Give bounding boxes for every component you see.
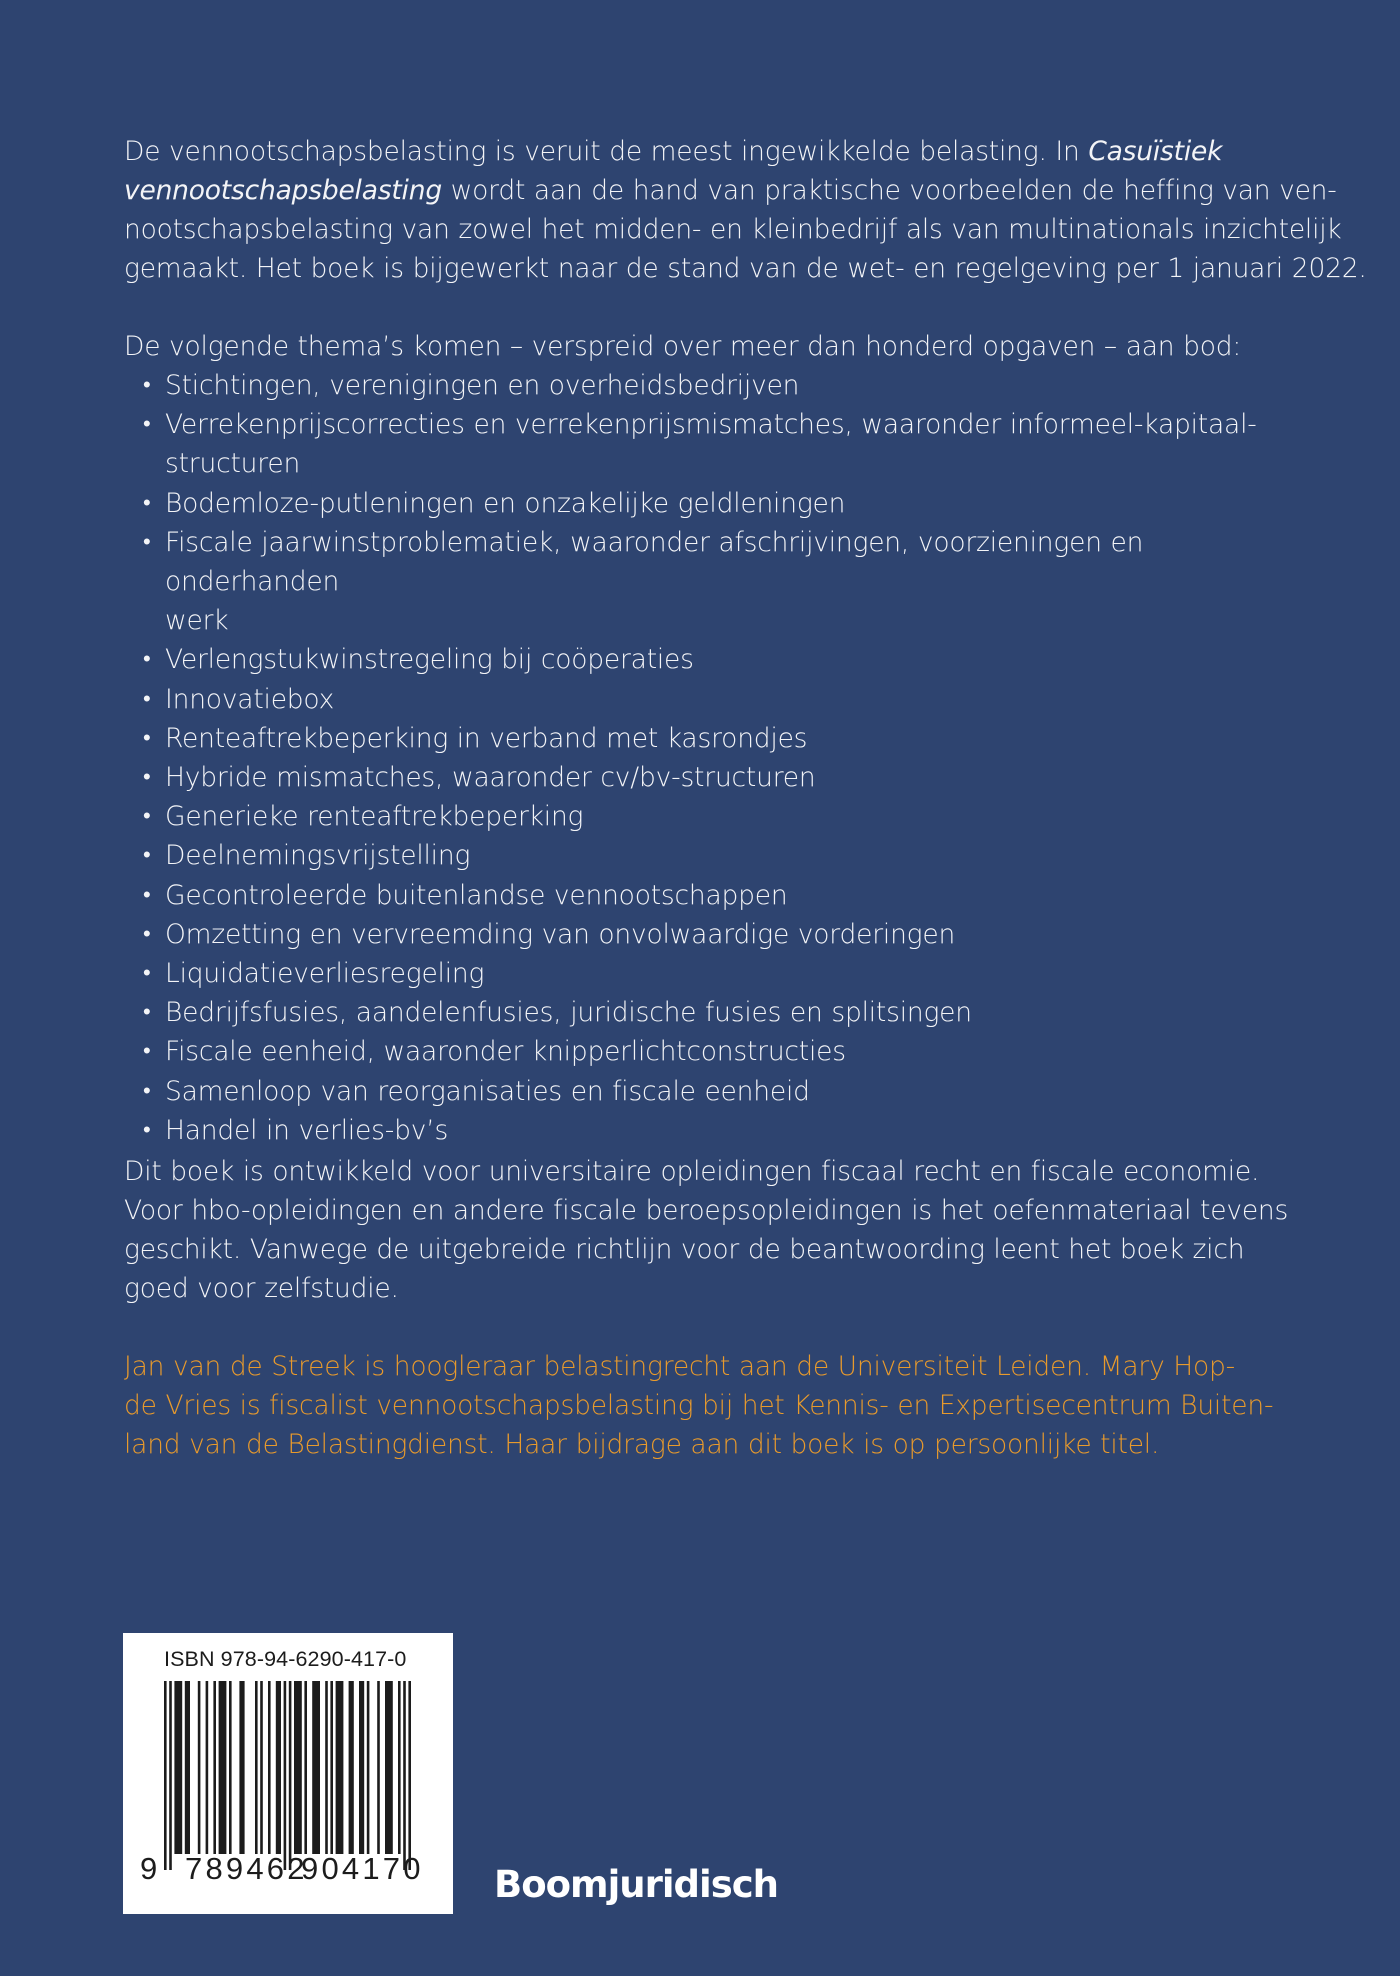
bullet-icon: • [143,804,151,830]
bullet-icon: • [143,1039,151,1065]
barcode-bar [312,1681,320,1854]
barcode-bar [260,1681,263,1854]
theme-item [143,993,1303,1032]
barcode-bar [398,1681,401,1854]
intro-line [124,132,1314,171]
barcode-bar [377,1681,380,1854]
bullet-icon: • [143,843,151,869]
bullet-icon: • [143,529,151,555]
isbn-label: ISBN 978-94-6290-417-0 [164,1647,407,1671]
barcode-bar [255,1681,258,1854]
barcode-bar [349,1681,354,1854]
authors-paragraph [124,1347,1314,1464]
barcode-bar [268,1681,271,1854]
barcode-bar [403,1681,406,1870]
barcode-bar [198,1681,201,1854]
theme-item [143,523,1303,641]
theme-item [143,797,1303,836]
bullet-icon: • [143,373,151,398]
bullet-icon: • [143,686,151,712]
theme-text: Deelnemingsvrijstelling [165,840,471,872]
audience-line: geschikt. Vanwege de uitgebreide richtlijn voor de beantwoording leent het boek zich [124,1234,1245,1265]
theme-item [143,640,1303,679]
theme-text: Bodemloze-putleningen en onzakelijke geldleningen [165,487,846,519]
audience-line: Dit boek is ontwikkeld voor universitaire opleidingen fiscaal recht en fiscale economie. [124,1156,1260,1187]
theme-item [143,915,1303,954]
barcode-bar [174,1681,182,1854]
themes-intro: De volgende thema’s komen – verspreid over meer dan honderd opgaven – aan bod: [124,331,1242,362]
theme-item [143,405,1303,483]
barcode-first-digit: 9 [140,1851,161,1886]
intro-line [124,210,1342,249]
theme-text: Fiscale eenheid, waaronder knipperlichtconstructies [165,1036,846,1068]
barcode-bar [185,1681,190,1854]
authors-line: de Vries is fiscalist vennootschapsbelasting bij het Kennis- en Expertisecentrum Buiten- [124,1390,1274,1421]
bullet-icon: • [143,412,151,438]
barcode-bar [359,1681,364,1854]
barcode-bar [330,1681,333,1854]
theme-text-continued: structuren [165,448,301,480]
theme-text: Fiscale jaarwinstproblematiek, waaronder afschrijvingen, voorzieningen en onderhanden [165,526,1144,598]
theme-text: Liquidatieverliesregeling [165,958,485,990]
barcode-bar [284,1681,287,1870]
intro-paragraph [124,132,1367,288]
isbn-barcode [123,1633,453,1914]
theme-text: Renteaftrekbeperking in verband met kasrondjes [165,722,808,754]
theme-text: Stichtingen, verenigingen en overheidsbedrijven [165,370,800,401]
barcode-bar [206,1681,209,1854]
authors-line: land van de Belastingdienst. Haar bijdrage aan dit boek is op persoonlijke titel. [124,1429,1160,1460]
theme-item [143,876,1303,915]
bullet-icon: • [143,765,151,791]
theme-item [143,719,1303,758]
authors-line: Jan van de Streek is hoogleraar belastingrecht aan de Universiteit Leiden. Mary Hop- [124,1351,1235,1382]
book-title-italic: vennootschapsbelasting [124,175,442,206]
barcode-right-digits: 904170 [301,1851,424,1886]
theme-item [143,1072,1303,1111]
publisher-logo: Boomjuridisch [494,1863,779,1906]
theme-text: Gecontroleerde buitenlandse vennootschappen [165,879,788,911]
audience-paragraph [124,1152,1314,1308]
intro-text: gemaakt. Het boek is bijgewerkt naar de stand van de wet- en regelgeving per 1 januari 2022. [124,253,1367,284]
barcode-bar [336,1681,344,1854]
bullet-icon: • [143,1078,151,1104]
intro-text: wordt aan de hand van praktische voorbeelden de heffing van ven- [441,175,1337,206]
barcode-bar [213,1681,216,1854]
themes-list [143,366,1303,1150]
barcode-bar [229,1681,232,1854]
theme-item [143,366,1303,405]
theme-text: Verrekenprijscorrecties en verrekenprijsmismatches, waaronder informeel-kapitaal- [165,409,1257,441]
barcode-bar [219,1681,227,1854]
intro-text: De vennootschapsbelasting is veruit de meest ingewikkelde belasting. In [124,136,1089,167]
theme-text: Innovatiebox [165,683,335,715]
theme-text: Bedrijfsfusies, aandelenfusies, juridische fusies en splitsingen [165,997,972,1029]
theme-text: Hybride mismatches, waaronder cv/bv-structuren [165,762,816,794]
intro-line [124,171,1337,210]
book-title-italic: Casuïstiek [1088,136,1223,167]
bullet-icon: • [143,882,151,908]
audience-line: Voor hbo-opleidingen en andere fiscale beroepsopleidingen is het oefenmateriaal tevens [124,1195,1289,1226]
barcode-bar [239,1681,244,1854]
theme-item [143,836,1303,875]
theme-item [143,1032,1303,1071]
audience-line: goed voor zelfstudie. [124,1273,399,1304]
barcode-left-digits: 789462 [185,1851,308,1886]
barcode-bar [164,1681,167,1870]
bullet-icon: • [143,961,151,987]
bullet-icon: • [143,725,151,751]
barcode-bar [169,1681,172,1870]
theme-text-continued: werk [165,605,229,637]
barcode-bar [289,1681,292,1870]
barcode-bar [325,1681,328,1854]
barcode-bar [385,1681,393,1854]
bullet-icon: • [143,647,151,673]
barcode-bar [367,1681,370,1854]
bullet-icon: • [143,490,151,516]
barcode-bar [276,1681,281,1854]
bullet-icon: • [143,921,151,947]
theme-item [143,954,1303,993]
theme-item [143,484,1303,523]
theme-item [143,1111,1303,1150]
theme-item [143,680,1303,719]
theme-item [143,758,1303,797]
barcode-bar [294,1681,302,1854]
theme-text: Verlengstukwinstregeling bij coöperaties [165,644,694,676]
bullet-icon: • [143,1000,151,1026]
theme-text: Omzetting en vervreemding van onvolwaardige vorderingen [165,918,956,950]
theme-text: Samenloop van reorganisaties en fiscale eenheid [165,1075,810,1107]
theme-text: Generieke renteaftrekbeperking [165,801,584,833]
bullet-icon: • [143,1117,151,1143]
intro-line [124,249,1367,288]
barcode-bar [408,1681,411,1870]
barcode-bar [304,1681,307,1854]
theme-text: Handel in verlies-bv’s [165,1114,449,1146]
intro-text: nootschapsbelasting van zowel het midden- en kleinbedrijf als van multinationals inzichtelijk [124,214,1342,245]
